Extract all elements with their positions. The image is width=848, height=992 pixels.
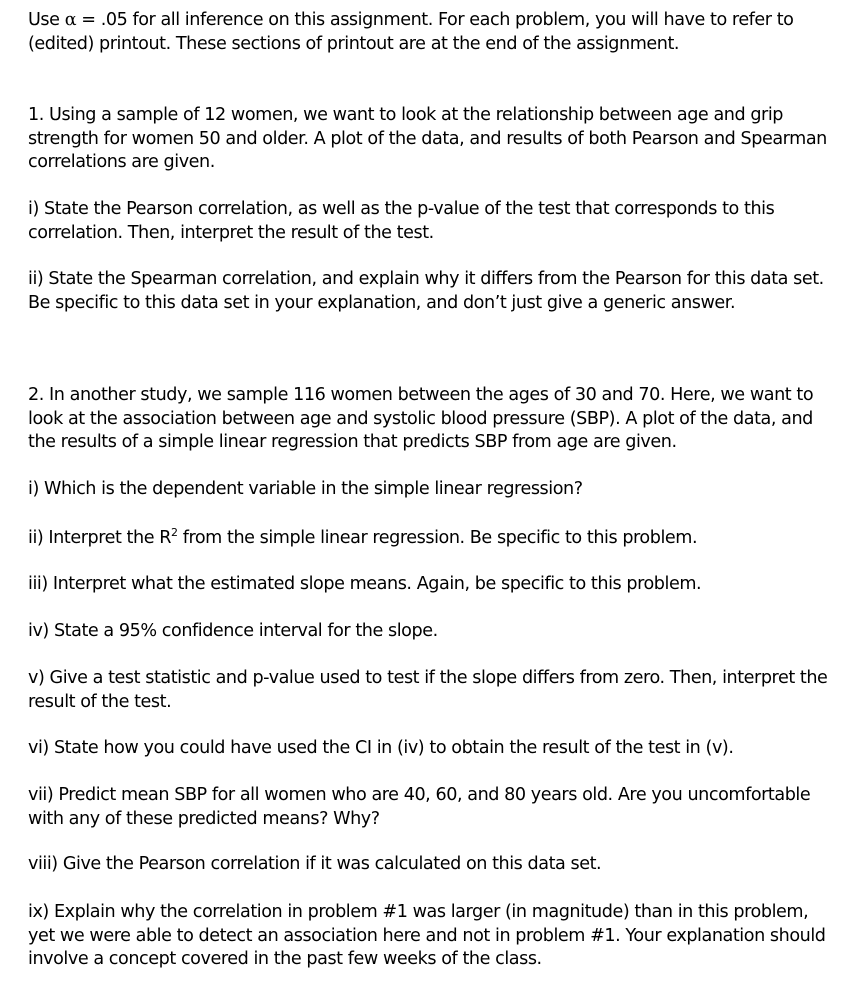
- problem-1-intro: 1. Using a sample of 12 women, we want to look at the relationship between age and grip strength for women 50 and older. A plot of the data, and results of both Pearson and Spearman correlations are given.: [28, 105, 827, 172]
- intro-use: Use: [28, 10, 60, 30]
- intro-paragraph: [28, 9, 833, 56]
- question-ii-text-before: ii) Interpret the R: [28, 528, 171, 548]
- problem-2-question-iii: iii) Interpret what the estimated slope means. Again, be specific to this problem.: [28, 574, 702, 594]
- question-ii-text-after: from the simple linear regression. Be specific to this problem.: [177, 528, 698, 548]
- problem-2-question-ii: [28, 527, 833, 551]
- problem-2-question-iv: iv) State a 95% confidence interval for the slope.: [28, 621, 438, 641]
- intro-rest: = .05 for all inference on this assignment. For each problem, you will have to refer to (edited) printout. These sections of printout are at the end of the assignment.: [28, 10, 794, 54]
- problem-2-question-vii: vii) Predict mean SBP for all women who are 40, 60, and 80 years old. Are you uncomfortable with any of these predicted means? Why?: [28, 785, 811, 829]
- problem-2-question-v: v) Give a test statistic and p-value used to test if the slope differs from zero. Then, interpret the result of the test.: [28, 668, 828, 712]
- r-squared-superscript: 2: [171, 526, 178, 539]
- problem-2-question-i: i) Which is the dependent variable in the simple linear regression?: [28, 479, 583, 499]
- problem-2-intro: 2. In another study, we sample 116 women between the ages of 30 and 70. Here, we want to look at the association between age and systolic blood pressure (SBP). A plot of the data, and the results of a simple linear regression that predicts SBP from age are given.: [28, 385, 814, 452]
- problem-1-question-ii: ii) State the Spearman correlation, and explain why it differs from the Pearson for this data set. Be specific to this data set in your explanation, and don’t just give a generic answer.: [28, 269, 824, 313]
- problem-1-question-i: i) State the Pearson correlation, as well as the p-value of the test that corresponds to this correlation. Then, interpret the result of the test.: [28, 199, 775, 243]
- problem-2-question-viii: viii) Give the Pearson correlation if it was calculated on this data set.: [28, 854, 602, 874]
- problem-2-question-ix: ix) Explain why the correlation in problem #1 was larger (in magnitude) than in this problem, yet we were able to detect an association here and not in problem #1. Your explanation should involve a concept covered in the past few weeks of the class.: [28, 902, 826, 969]
- alpha-symbol: α: [64, 10, 77, 30]
- problem-2-question-vi: vi) State how you could have used the CI in (iv) to obtain the result of the test in (v).: [28, 738, 734, 758]
